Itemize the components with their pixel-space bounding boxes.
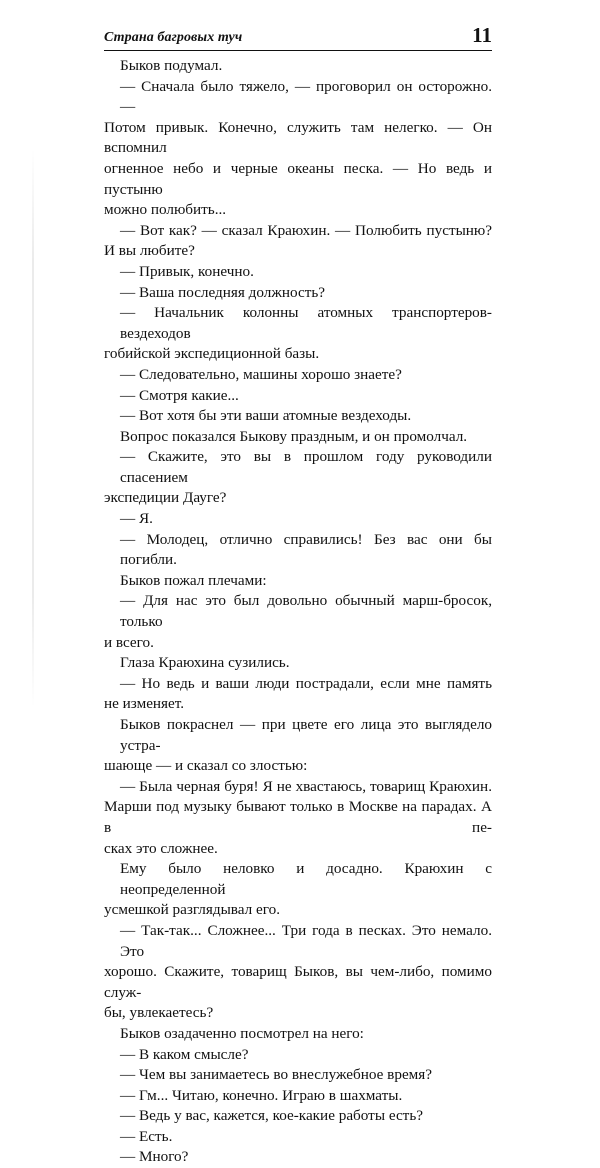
text-line: экспедиции Дауге? [104,489,227,507]
text-line: — Привык, конечно. [120,262,254,280]
text-line: не изменяет. [104,695,185,713]
text-line: — Следовательно, машины хорошо знаете? [120,365,402,383]
text-line: и всего. [104,633,154,651]
page-number: 11 [472,23,492,47]
text-line: — Есть. [120,1127,173,1145]
text-line: — Чем вы занимаетесь во внеслужебное время? [120,1066,433,1084]
text-line: Потом привык. Конечно, служить там нелегко. — Он вспомнил [104,118,492,157]
text-line: сках это сложнее. [104,839,218,857]
text-line: — Так-так... Сложнее... Три года в песках. Это немало. Это [120,921,492,960]
text-line: Глаза Краюхина сузились. [120,654,290,672]
text-line: огненное небо и черные океаны песка. — Но ведь и пустыню [104,159,492,198]
text-line: — Скажите, это вы в прошлом году руководили спасением [120,448,492,486]
text-line: — Была черная буря! Я не хвастаюсь, товарищ Краюхин. [120,777,492,795]
text-line: Быков покраснел — при цвете его лица это выглядело устра- [120,716,492,754]
book-title: Страна багровых туч [104,30,243,45]
text-line: гобийской экспедиционной базы. [104,345,320,363]
text-line: — Много? [120,1148,189,1166]
text-line: Ему было неловко и досадно. Краюхин с неопределенной [120,860,492,898]
text-line: — Ведь у вас, кажется, кое-какие работы есть? [120,1107,423,1125]
text-line: бы, увлекаетесь? [104,1004,214,1022]
text-line: — Вот как? — сказал Краюхин. — Полюбить пустыню? [120,221,492,239]
text-line: Быков подумал. [120,57,223,74]
text-line: — Начальник колонны атомных транспортеров-вездеходов [120,304,492,342]
text-line: хорошо. Скажите, товарищ Быков, вы чем-либо, помимо служ- [104,963,492,1001]
text-line: шающе — и сказал со злостью: [104,757,308,775]
text-line: можно полюбить... [104,201,227,219]
text-line: Быков пожал плечами: [120,571,267,589]
text-line: — Сначала было тяжело, — проговорил он осторожно. — [120,77,492,116]
text-line: И вы любите? [104,242,195,260]
text-line: — Но ведь и ваши люди пострадали, если мне память [120,674,492,692]
text-line: — Вот хотя бы эти ваши атомные вездеходы. [120,407,412,425]
text-line: усмешкой разглядывал его. [104,901,280,919]
text-line: — Смотря какие... [120,386,239,404]
text-line: Марши под музыку бывают только в Москве на парадах. А в пе- [104,798,492,836]
text-line: — Я. [120,510,153,528]
text-line: — Гм... Читаю, конечно. Играю в шахматы. [120,1086,403,1104]
running-header [104,24,492,51]
text-line: — В каком смысле? [120,1045,249,1063]
text-line: — Молодец, отлично справились! Без вас они бы погибли. [120,530,492,569]
text-line: — Для нас это был довольно обычный марш-бросок, только [120,592,492,631]
text-line: Быков озадаченно посмотрел на него: [120,1024,364,1042]
text-line: Вопрос показался Быкову праздным, и он промолчал. [120,427,468,445]
text-line: — Ваша последняя должность? [120,283,326,301]
body-text [104,56,492,1168]
page-fold-shadow [32,148,34,708]
